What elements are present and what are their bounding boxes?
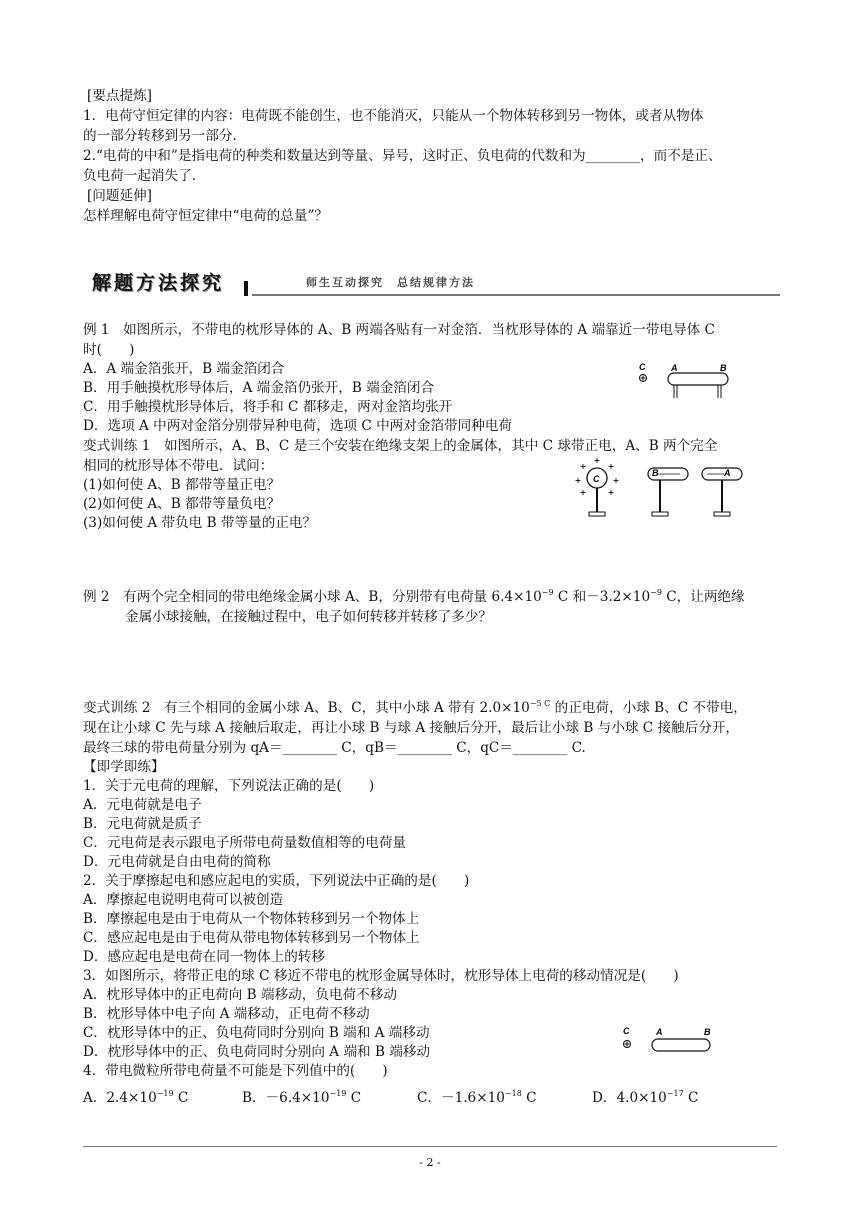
practice-q1-option-c: C．元电荷是表示跟电子所带电荷量数值相等的电荷量	[83, 835, 407, 851]
practice-q3: 3．如图所示，将带正电的球 C 移近不带电的枕形金属导体时，枕形导体上电荷的移动情况是( )	[83, 968, 679, 984]
example1-option-a: A．A 端金箔张开，B 端金箔闭合	[83, 361, 285, 377]
example2-stem: 例 2 有两个完全相同的带电绝缘金属小球 A、B，分别带有电荷量 $6.4\times 10^{-9}$ C 和$-3.2\times 10^{-9}$ C，让两绝缘	[83, 588, 745, 605]
variant1-stem-cont: 相同的枕形导体不带电．试问：	[83, 458, 274, 474]
variant2-stem-cont: 现在让小球 C 先与球 A 接触后取走，再让小球 B 与球 A 接触后分开，最后让小球 B 与小球 C 接触后分开，	[83, 720, 740, 736]
practice-q1-option-d: D．元电荷就是自由电荷的简称	[83, 854, 271, 870]
example1-option-c: C．用手触摸枕形导体后，将手和 C 都移走，两对金箔均张开	[83, 399, 453, 415]
fig3-label-c: C	[623, 1026, 630, 1036]
practice-q4-option-d: D．$4.0\times 10^{-17}$ C	[592, 1089, 699, 1106]
extension-question: 怎样理解电荷守恒定律中“电荷的总量”？	[83, 208, 328, 224]
practice-q3-option-c: C．枕形导体中的正、负电荷同时分别向 B 端和 A 端移动	[83, 1025, 430, 1041]
practice-q4-option-a: A．$2.4\times 10^{-19}$ C	[83, 1089, 189, 1106]
key-point-1-cont: 的一部分转移到另一部分.	[83, 128, 237, 144]
variant1-figure	[574, 454, 774, 520]
banner-title: 解题方法探究	[86, 270, 230, 296]
fig1-label-a: A	[671, 363, 678, 373]
practice-q4: 4．带电微粒所带电荷量不可能是下列值中的( )	[83, 1063, 388, 1079]
banner-bar	[244, 281, 248, 296]
practice-q2-option-a: A．摩擦起电说明电荷可以被创造	[83, 892, 284, 908]
example1-figure	[636, 360, 736, 408]
practice-q2-option-b: B．摩擦起电是由于电荷从一个物体转移到另一个物体上	[83, 911, 420, 927]
example1-stem: 例 1 如图所示，不带电的枕形导体的 A、B 两端各贴有一对金箔．当枕形导体的 A 端靠近一带电导体 C	[83, 322, 715, 338]
example1-option-b: B．用手触摸枕形导体后，A 端金箔仍张开，B 端金箔闭合	[83, 380, 435, 396]
fig1-label-b: B	[720, 363, 727, 373]
fig3-label-b: B	[704, 1027, 711, 1037]
key-point-2-cont: 负电荷一起消失了.	[83, 168, 197, 184]
variant2-stem-cont2: 最终三球的带电荷量分别为 qA＝________ C，qB＝________ C，qC＝________ C.	[83, 740, 586, 756]
practice-q2-option-d: D．感应起电是电荷在同一物体上的转移	[83, 949, 325, 965]
variant1-question-2: (2)如何使 A、B 都带等量负电？	[83, 496, 281, 512]
extension-heading: [问题延伸]	[87, 188, 152, 204]
fig2-label-a: A	[724, 468, 731, 478]
example1-option-d: D．选项 A 中两对金箔分别带异种电荷，选项 C 中两对金箔带同种电荷	[83, 418, 513, 434]
practice-q4-option-c: C．$-1.6\times 10^{-18}$ C	[417, 1089, 537, 1106]
practice-q2: 2．关于摩擦起电和感应起电的实质，下列说法中正确的是( )	[83, 873, 470, 889]
banner-rule	[252, 294, 780, 296]
fig1-label-c: C	[639, 362, 646, 372]
example1-stem-cont: 时( )	[83, 342, 135, 358]
fig2-label-c: C	[593, 474, 600, 484]
fig3-label-a: A	[656, 1027, 663, 1037]
practice-q3-figure	[620, 1024, 720, 1058]
practice-q3-option-d: D．枕形导体中的正、负电荷同时分别向 A 端和 B 端移动	[83, 1044, 431, 1060]
practice-q1: 1．关于元电荷的理解，下列说法正确的是( )	[83, 778, 375, 794]
practice-heading: 【即学即练】	[83, 759, 165, 775]
practice-q3-option-b: B．枕形导体中电子向 A 端移动，正电荷不移动	[83, 1006, 370, 1022]
key-point-2: 2.“电荷的中和”是指电荷的种类和数量达到等量、异号，这时正、负电荷的代数和为________，而不是正、	[83, 148, 722, 164]
footer-rule	[83, 1146, 777, 1147]
page-number: - 2 -	[419, 1156, 441, 1169]
key-points-heading: [要点提炼]	[87, 88, 152, 104]
key-point-1: 1．电荷守恒定律的内容：电荷既不能创生，也不能消灭，只能从一个物体转移到另一物体，或者从物体	[83, 108, 704, 124]
section-banner	[86, 270, 780, 296]
variant1-question-1: (1)如何使 A、B 都带等量正电？	[83, 477, 281, 493]
practice-q1-option-b: B．元电荷就是质子	[83, 816, 202, 832]
practice-q1-option-a: A．元电荷就是电子	[83, 797, 202, 813]
variant1-question-3: (3)如何使 A 带负电 B 带等量的正电？	[83, 515, 317, 531]
practice-q3-option-a: A．枕形导体中的正电荷向 B 端移动，负电荷不移动	[83, 987, 397, 1003]
variant1-stem: 变式训练 1 如图所示，A、B、C 是三个安装在绝缘支架上的金属体，其中 C 球带正电，A、B 两个完全	[83, 438, 718, 454]
variant2-stem: 变式训练 2 有三个相同的金属小球 A、B、C，其中小球 A 带有 $2.0\times 10^{-5 C}$ 的正电荷，小球 B、C 不带电，	[83, 699, 747, 716]
fig2-label-b: B	[652, 468, 659, 478]
practice-q4-option-b: B．$-6.4\times 10^{-19}$ C	[242, 1089, 362, 1106]
practice-q2-option-c: C．感应起电是由于电荷从带电物体转移到另一个物体上	[83, 930, 420, 946]
banner-subtitle: 师生互动探究 总结规律方法	[306, 276, 475, 289]
example2-stem-cont: 金属小球接触，在接触过程中，电子如何转移并转移了多少？	[125, 609, 493, 625]
